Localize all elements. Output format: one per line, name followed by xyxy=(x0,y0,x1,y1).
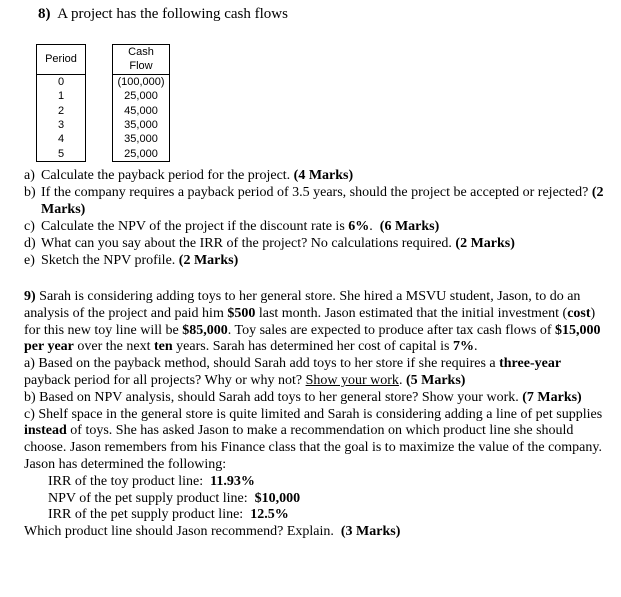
cash-flow-cell: 25,000 xyxy=(113,147,170,162)
table-row xyxy=(37,147,170,162)
cash-flow-cell: 35,000 xyxy=(113,118,170,132)
table-row xyxy=(37,132,170,146)
period-cell: 1 xyxy=(37,89,86,103)
period-cell: 2 xyxy=(37,104,86,118)
question-9-closing: Which product line should Jason recommend? Explain. (3 Marks) xyxy=(24,524,401,540)
question-9-part-c: c) Shelf space in the general store is quite limited and Sarah is considering adding a line of pet supplies instead of toys. She has asked Jason to make a recommendation on which product line she should choose. Jason remembers from his Finance class that the goal is to maximize the value of the company. Jason has determined the following: xyxy=(24,406,603,472)
question-9-intro: 9) Sarah is considering adding toys to her general store. She hired a MSVU student, Jason, to do an analysis of the project and paid him $500 last month. Jason estimated that the initial investment (cost) for this new toy line will be $85,000. Toy sales are expected to produce after tax cash flows of $15,000 per year over the next ten years. Sarah has determined her cost of capital is 7%. xyxy=(24,289,601,355)
table-row xyxy=(37,118,170,132)
cash-flow-cell: (100,000) xyxy=(113,74,170,89)
question-9-part-a: a) Based on the payback method, should Sarah add toys to her store if she requires a three-year payback period for all projects? Why or why not? Show your work. (5 Marks) xyxy=(24,356,562,388)
fact-line: IRR of the pet supply product line: 12.5% xyxy=(48,507,289,523)
cash-flow-cell: 25,000 xyxy=(113,89,170,103)
part-c: c) Calculate the NPV of the project if the discount rate is 6%. (6 Marks) xyxy=(24,219,440,234)
question-8-parts xyxy=(24,167,604,269)
cash-flow-cell: 45,000 xyxy=(113,104,170,118)
cash-flow-cell: 35,000 xyxy=(113,132,170,146)
cash-flow-table xyxy=(36,44,170,162)
header-cash-flow: Cash Flow xyxy=(113,45,170,75)
period-cell: 3 xyxy=(37,118,86,132)
period-cell: 5 xyxy=(37,147,86,162)
fact-line: NPV of the pet supply product line: $10,000 xyxy=(48,490,301,506)
question-9-part-b: b) Based on NPV analysis, should Sarah add toys to her general store? Show your work. (7 Marks) xyxy=(24,389,582,405)
question-8-text: A project has the following cash flows xyxy=(57,6,288,22)
question-8-number: 8) xyxy=(38,6,51,22)
period-cell: 0 xyxy=(37,74,86,89)
part-d: d) What can you say about the IRR of the project? No calculations required. (2 Marks) xyxy=(24,236,515,251)
question-9 xyxy=(24,289,605,541)
header-period: Period xyxy=(37,45,86,75)
part-e: e) Sketch the NPV profile. (2 Marks) xyxy=(24,253,239,268)
table-row xyxy=(37,89,170,103)
table-row xyxy=(37,104,170,118)
fact-line: IRR of the toy product line: 11.93% xyxy=(48,473,255,489)
table-row xyxy=(37,74,170,89)
part-a: a) Calculate the payback period for the project. (4 Marks) xyxy=(24,168,354,183)
table-header-row xyxy=(37,45,170,75)
question-8-title xyxy=(38,6,288,23)
period-cell: 4 xyxy=(37,132,86,146)
part-b: b) If the company requires a payback period of 3.5 years, should the project be accepted or rejected? (2 Marks) xyxy=(24,185,604,217)
